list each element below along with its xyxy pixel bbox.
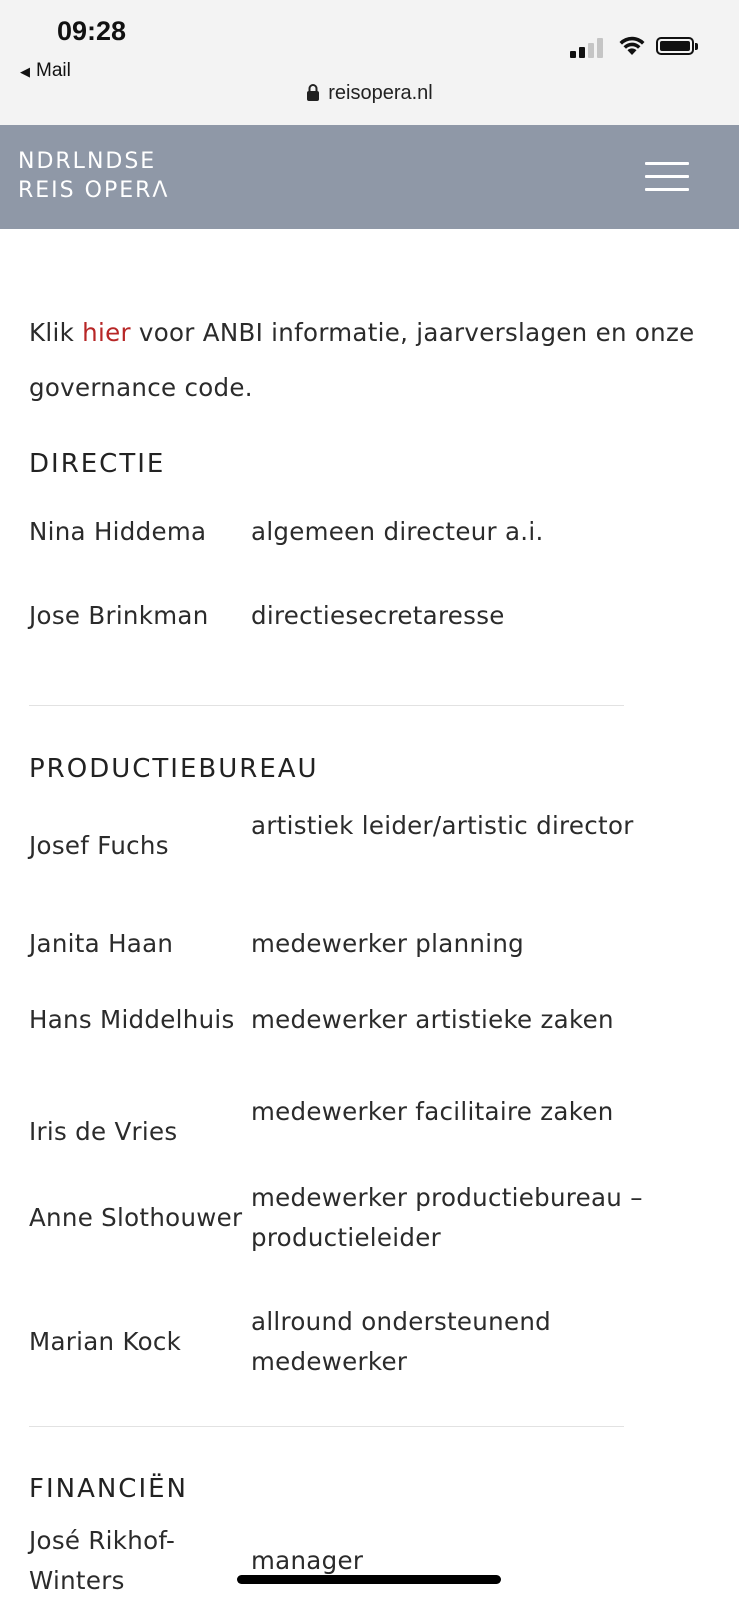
logo-line-1: NDRLNDSE [18,149,157,174]
intro-paragraph [29,305,719,415]
back-to-mail-button[interactable] [20,60,71,82]
intro-prefix: Klik [29,318,83,347]
site-header [0,125,739,229]
section-heading-productiebureau: PRODUCTIEBUREAU [29,754,319,784]
battery-icon [656,37,694,55]
staff-name: Anne Slothouwer [29,1203,243,1232]
staff-role: medewerker productiebureau – productieleider [251,1183,643,1252]
staff-name: Josef Fuchs [29,831,169,860]
logo-line-2: REIS OPERΛ [18,178,170,203]
menu-hamburger-icon[interactable] [645,162,689,192]
intro-suffix: voor ANBI informatie, jaarverslagen en onze governance code. [29,318,695,402]
staff-name: Janita Haan [29,929,174,958]
staff-name: Marian Kock [29,1327,182,1356]
anbi-info-link[interactable]: hier [82,318,131,347]
staff-role: allround ondersteunend medewerker [251,1307,552,1376]
staff-name: Hans Middelhuis [29,1005,235,1034]
lock-icon [306,83,320,101]
staff-role: medewerker facilitaire zaken [251,1097,614,1126]
staff-name: Jose Brinkman [29,601,209,630]
staff-role: directiesecretaresse [251,601,505,630]
staff-name: Nina Hiddema [29,517,207,546]
staff-role: manager [251,1546,364,1575]
home-indicator[interactable] [237,1575,501,1584]
staff-name: Iris de Vries [29,1117,178,1146]
url-domain: reisopera.nl [328,82,433,104]
url-bar[interactable] [0,82,739,105]
staff-role: algemeen directeur a.i. [251,517,544,546]
wifi-icon [618,34,646,56]
section-divider [29,1426,624,1427]
section-divider [29,705,624,706]
browser-chrome [0,0,739,125]
staff-name: José Rikhof-Winters [29,1526,176,1595]
staff-role: medewerker planning [251,929,525,958]
back-label: Mail [36,60,71,81]
back-arrow-icon: ◀ [20,64,30,79]
staff-role: medewerker artistieke zaken [251,1005,614,1034]
section-heading-financien: FINANCIËN [29,1474,189,1504]
staff-role: artistiek leider/artistic director [251,811,634,840]
status-time: 09:28 [57,16,127,46]
signal-icon [570,36,606,58]
section-heading-directie: DIRECTIE [29,449,166,479]
site-logo[interactable] [18,147,169,205]
